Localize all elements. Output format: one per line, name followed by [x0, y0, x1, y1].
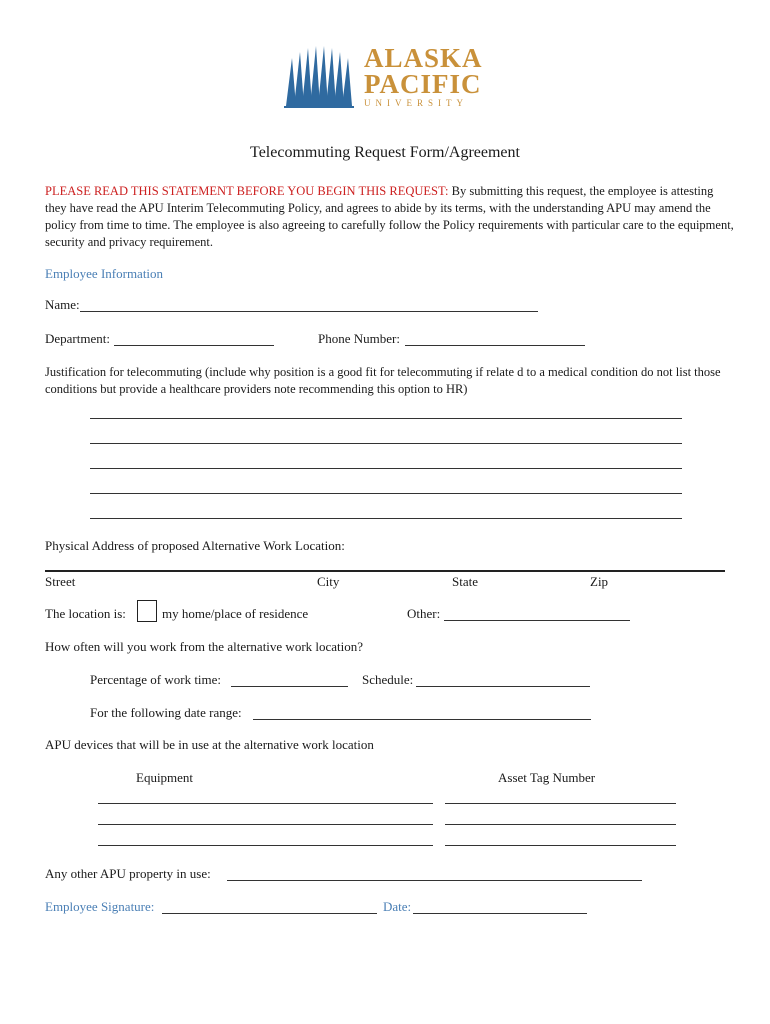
equipment-header: Equipment [136, 770, 194, 785]
justification-line-4[interactable] [90, 493, 682, 494]
justification-line-1[interactable] [90, 418, 682, 419]
schedule-label: Schedule: [362, 672, 414, 687]
university-logo [282, 44, 492, 110]
percentage-label: Percentage of work time: [90, 672, 222, 687]
justification-line-2[interactable] [90, 443, 682, 444]
justification-line-5[interactable] [90, 518, 682, 519]
address-label: Physical Address of proposed Alternative Work Location: [45, 538, 345, 553]
asset-tag-line-2[interactable] [445, 824, 676, 825]
logo-emblem-icon [282, 44, 362, 110]
logo-line-2: PACIFIC [364, 69, 482, 99]
date-field[interactable] [413, 913, 587, 914]
other-property-label: Any other APU property in use: [45, 866, 211, 881]
logo-line-1: ALASKA [364, 43, 483, 73]
how-often-label: How often will you work from the alternative work location? [45, 639, 364, 654]
notice-paragraph [45, 183, 735, 251]
address-city-label: City [317, 574, 340, 589]
other-field[interactable] [444, 620, 630, 621]
date-label: Date: [383, 899, 412, 914]
devices-label: APU devices that will be in use at the alternative work location [45, 737, 374, 752]
employee-signature-field[interactable] [162, 913, 377, 914]
date-range-field[interactable] [253, 719, 591, 720]
form-title: Telecommuting Request Form/Agreement [250, 144, 520, 161]
notice-body: By submitting this request, the employee is attesting they have read the APU Interim Telecommuting Policy, and agrees to abide by its terms, with the understanding APU may amend the policy from time to time. The employee is also agreeing to carefully follow the Policy requirements with particular care to the equipment, security and privacy requirement. [45, 184, 734, 249]
address-field[interactable] [45, 570, 725, 572]
department-field[interactable] [114, 345, 274, 346]
name-label: Name: [45, 297, 80, 312]
other-property-field[interactable] [227, 880, 642, 881]
phone-label: Phone Number: [318, 331, 400, 346]
address-street-label: Street [45, 574, 76, 589]
asset-tag-line-3[interactable] [445, 845, 676, 846]
justification-label: Justification for telecommuting (include why position is a good fit for telecommuting if relate d to a medical condition do not list those conditions but provide a healthcare providers note recommending this option to HR) [45, 365, 721, 396]
equipment-line-2[interactable] [98, 824, 433, 825]
justification-line-3[interactable] [90, 468, 682, 469]
department-label: Department: [45, 331, 110, 346]
schedule-field[interactable] [416, 686, 590, 687]
employee-signature-label: Employee Signature: [45, 899, 155, 914]
name-field[interactable] [80, 311, 538, 312]
asset-tag-line-1[interactable] [445, 803, 676, 804]
phone-field[interactable] [405, 345, 585, 346]
equipment-line-3[interactable] [98, 845, 433, 846]
asset-tag-header: Asset Tag Number [498, 770, 596, 785]
location-is-label: The location is: [45, 606, 126, 621]
date-range-label: For the following date range: [90, 705, 242, 720]
equipment-line-1[interactable] [98, 803, 433, 804]
percentage-field[interactable] [231, 686, 348, 687]
logo-line-3: UNIVERSITY [364, 98, 468, 108]
notice-heading: PLEASE READ THIS STATEMENT BEFORE YOU BEGIN THIS REQUEST: [45, 184, 449, 198]
home-residence-label: my home/place of residence [162, 606, 309, 621]
other-label: Other: [407, 606, 441, 621]
address-state-label: State [452, 574, 478, 589]
section-employee-information: Employee Information [45, 266, 164, 281]
home-residence-checkbox[interactable] [137, 600, 157, 622]
address-zip-label: Zip [590, 574, 609, 589]
